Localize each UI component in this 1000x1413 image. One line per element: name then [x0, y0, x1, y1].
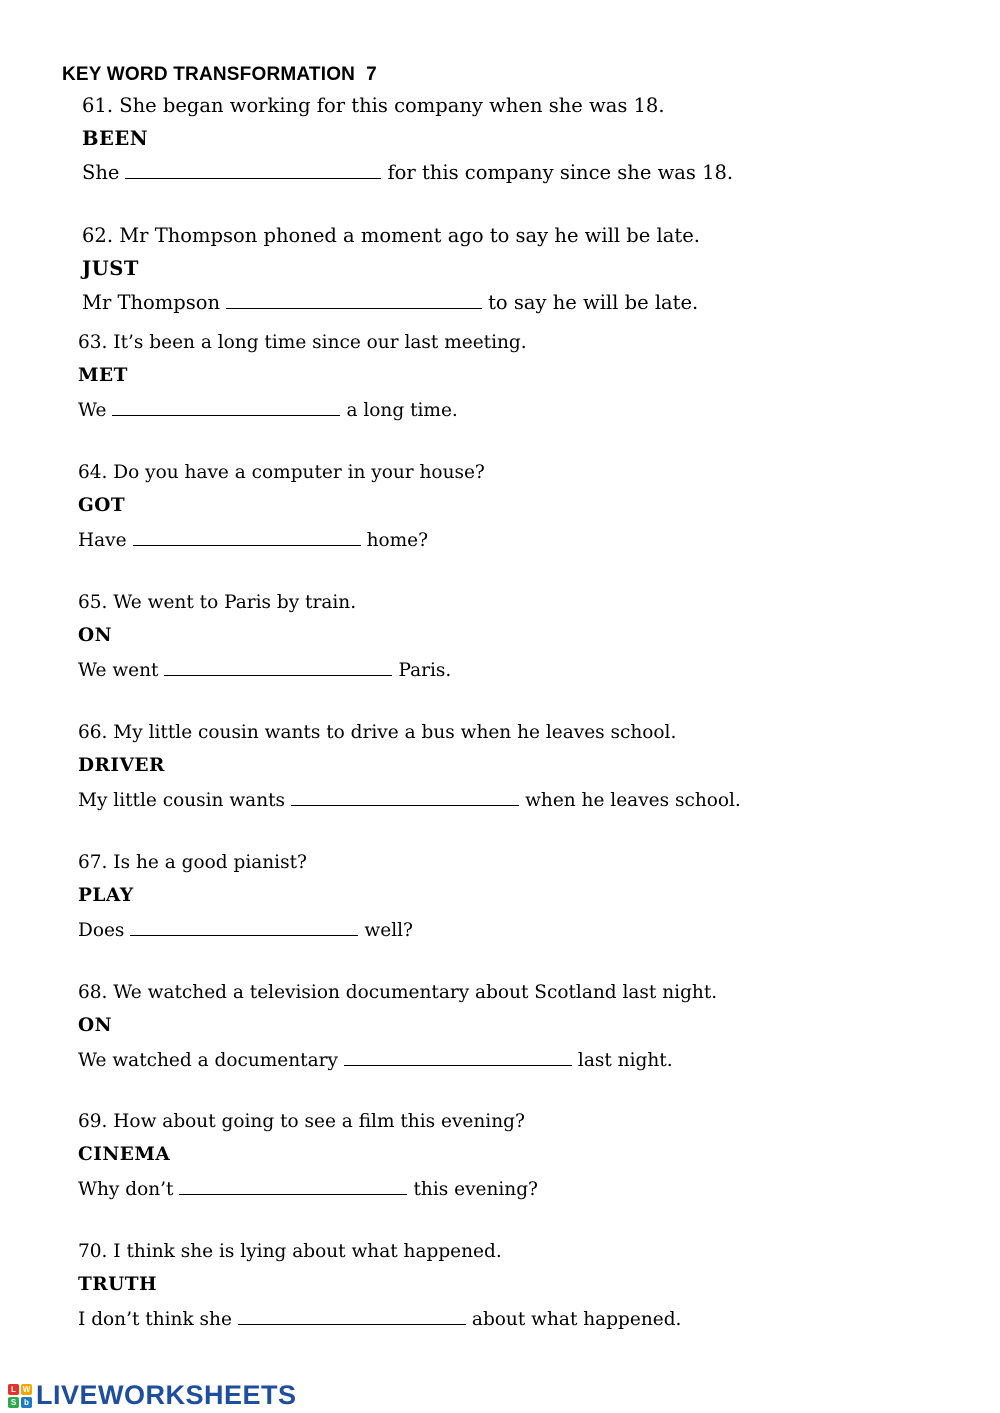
answer-line [82, 161, 733, 184]
answer-suffix: when he leaves school. [525, 790, 741, 811]
answer-prefix: I don’t think she [78, 1309, 232, 1330]
key-word: GOT [78, 495, 126, 516]
key-word: PLAY [78, 885, 134, 906]
question-sentence: 63. It’s been a long time since our last meeting. [78, 332, 527, 353]
answer-line [78, 658, 451, 682]
answer-prefix: Mr Thompson [82, 291, 221, 314]
liveworksheets-logo-icon [8, 1384, 32, 1408]
answer-blank-input[interactable] [164, 658, 392, 676]
answer-line [78, 788, 741, 812]
logo-letter: S [8, 1397, 19, 1408]
key-word: ON [78, 625, 113, 646]
key-word: JUST [82, 257, 139, 280]
answer-prefix: We went [78, 660, 159, 681]
answer-line [78, 528, 428, 552]
key-word: ON [78, 1015, 113, 1036]
answer-suffix: well? [364, 920, 413, 941]
answer-blank-input[interactable] [112, 398, 340, 416]
answer-prefix: We [78, 400, 107, 421]
answer-blank-input[interactable] [344, 1048, 572, 1066]
answer-line [82, 291, 698, 314]
key-word: DRIVER [78, 755, 165, 776]
answer-suffix: this evening? [413, 1179, 538, 1200]
question-sentence: 66. My little cousin wants to drive a bus when he leaves school. [78, 722, 677, 743]
answer-line [78, 918, 413, 942]
answer-suffix: for this company since she was 18. [387, 161, 734, 184]
answer-blank-input[interactable] [125, 161, 381, 179]
answer-line [78, 398, 458, 422]
answer-line [78, 1177, 538, 1201]
question-sentence: 65. We went to Paris by train. [78, 592, 357, 613]
question-sentence: 61. She began working for this company when she was 18. [82, 94, 665, 117]
answer-prefix: She [82, 161, 120, 184]
logo-letter: W [22, 1384, 31, 1394]
answer-line [78, 1307, 681, 1331]
question-sentence: 70. I think she is lying about what happened. [78, 1241, 502, 1262]
key-word: BEEN [82, 127, 149, 150]
footer-logo[interactable] [8, 1380, 297, 1411]
answer-prefix: Does [78, 920, 125, 941]
answer-blank-input[interactable] [238, 1307, 466, 1325]
answer-blank-input[interactable] [226, 291, 482, 309]
answer-blank-input[interactable] [291, 788, 519, 806]
answer-suffix: to say he will be late. [488, 291, 699, 314]
answer-blank-input[interactable] [179, 1177, 407, 1195]
answer-suffix: Paris. [398, 660, 452, 681]
worksheet-title: KEY WORD TRANSFORMATION 7 [62, 64, 377, 85]
answer-suffix: a long time. [346, 400, 458, 421]
logo-letter: L [8, 1384, 19, 1395]
answer-suffix: about what happened. [471, 1309, 682, 1330]
answer-prefix: My little cousin wants [78, 790, 286, 811]
answer-prefix: Have [78, 530, 127, 551]
answer-blank-input[interactable] [130, 918, 358, 936]
key-word: TRUTH [78, 1274, 158, 1295]
brand-name: LIVEWORKSHEETS [36, 1380, 297, 1410]
answer-suffix: last night. [577, 1050, 673, 1071]
question-sentence: 62. Mr Thompson phoned a moment ago to say he will be late. [82, 224, 700, 247]
logo-letter: b [21, 1397, 32, 1408]
question-sentence: 69. How about going to see a film this evening? [78, 1111, 525, 1132]
key-word: CINEMA [78, 1144, 171, 1165]
key-word: MET [78, 365, 128, 386]
answer-line [78, 1048, 673, 1072]
question-sentence: 67. Is he a good pianist? [78, 852, 307, 873]
answer-suffix: home? [366, 530, 429, 551]
answer-prefix: Why don’t [78, 1179, 174, 1200]
answer-blank-input[interactable] [133, 528, 361, 546]
question-sentence: 64. Do you have a computer in your house? [78, 462, 485, 483]
question-sentence: 68. We watched a television documentary about Scotland last night. [78, 982, 718, 1003]
answer-prefix: We watched a documentary [78, 1050, 338, 1071]
